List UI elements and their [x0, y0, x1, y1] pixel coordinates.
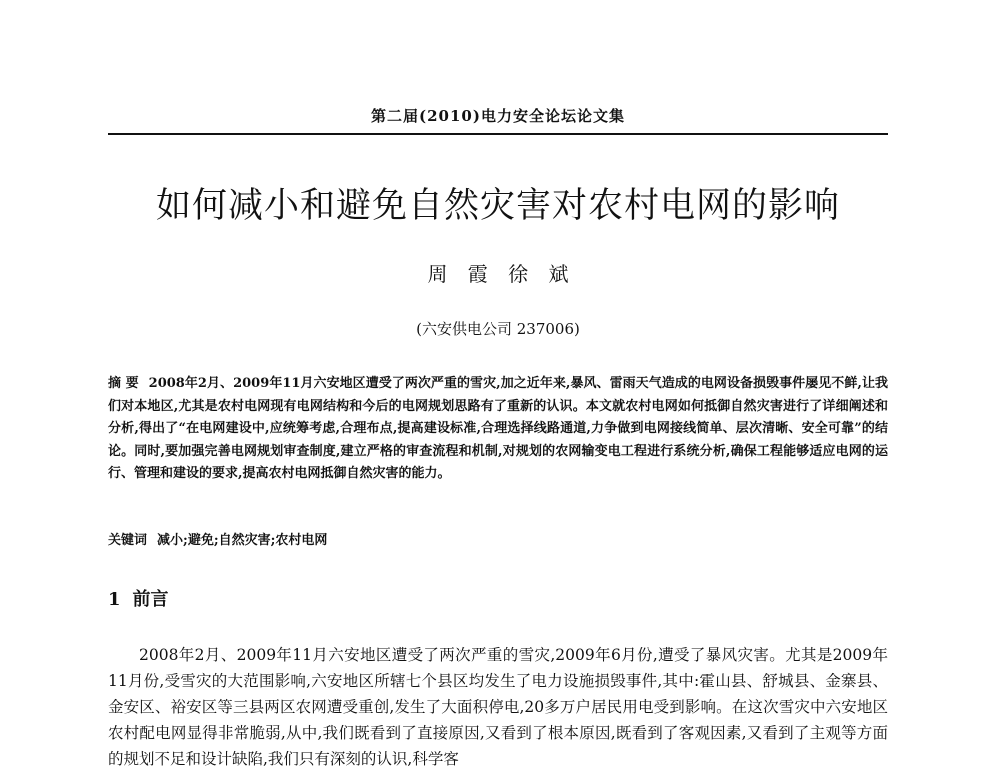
section-title: 前言 — [132, 589, 169, 610]
section-paragraph: 2008年2月、2009年11月六安地区遭受了两次严重的雪灾,2009年6月份,遭受了暴风灾害。尤其是2009年11月份,受雪灾的大范围影响,六安地区所辖七个县区均发生了电力设施损毁事件,其中:霍山县、舒城县、金寨县、金安区、裕安区等三县两区农网遭受重创,发生了大面积停电,20多万户居民用电受到影响。在这次雪灾中六安地区农村配电网显得非常脆弱,从中,我们既看到了直接原因,又看到了根本原因,既看到了客观因素,又看到了主观等方面的规划不足和设计缺陷,我们只有深刻的认识,科学客 — [108, 646, 888, 768]
running-header: 第二届(2010)电力安全论坛论文集 — [371, 107, 625, 125]
keywords-text: 减小;避免;自然灾害;农村电网 — [157, 533, 328, 548]
paper-title: 如何减小和避免自然灾害对农村电网的影响 — [155, 186, 840, 226]
header-rule — [108, 133, 888, 135]
keywords-label: 关键词 — [108, 533, 148, 548]
abstract-text: 2008年2月、2009年11月六安地区遭受了两次严重的雪灾,加之近年来,暴风、雷雨天气造成的电网设备损毁事件屡见不鲜,让我们对本地区,尤其是农村电网现有电网结构和今后的电网规划思路有了重新的认识。本文就农村电网如何抵御自然灾害进行了详细阐述和分析,得出了“在电网建设中,应统筹考虑,合理布点,提高建设标准,合理选择线路通道,力争做到电网接线简单、层次清晰、安全可靠”的结论。同时,要加强完善电网规划审查制度,建立严格的审查流程和机制,对规划的农网输变电工程进行系统分析,确保工程能够适应电网的运行、管理和建设的要求,提高农村电网抵御自然灾害的能力。 — [108, 376, 888, 481]
affiliation: (六安供电公司 237006) — [416, 320, 580, 338]
section-heading — [108, 585, 169, 611]
abstract — [108, 373, 888, 486]
authors: 周 霞 徐 斌 — [427, 262, 569, 286]
section-number: 1 — [108, 589, 121, 610]
keywords — [108, 530, 888, 552]
abstract-label: 摘 要 — [108, 376, 139, 391]
